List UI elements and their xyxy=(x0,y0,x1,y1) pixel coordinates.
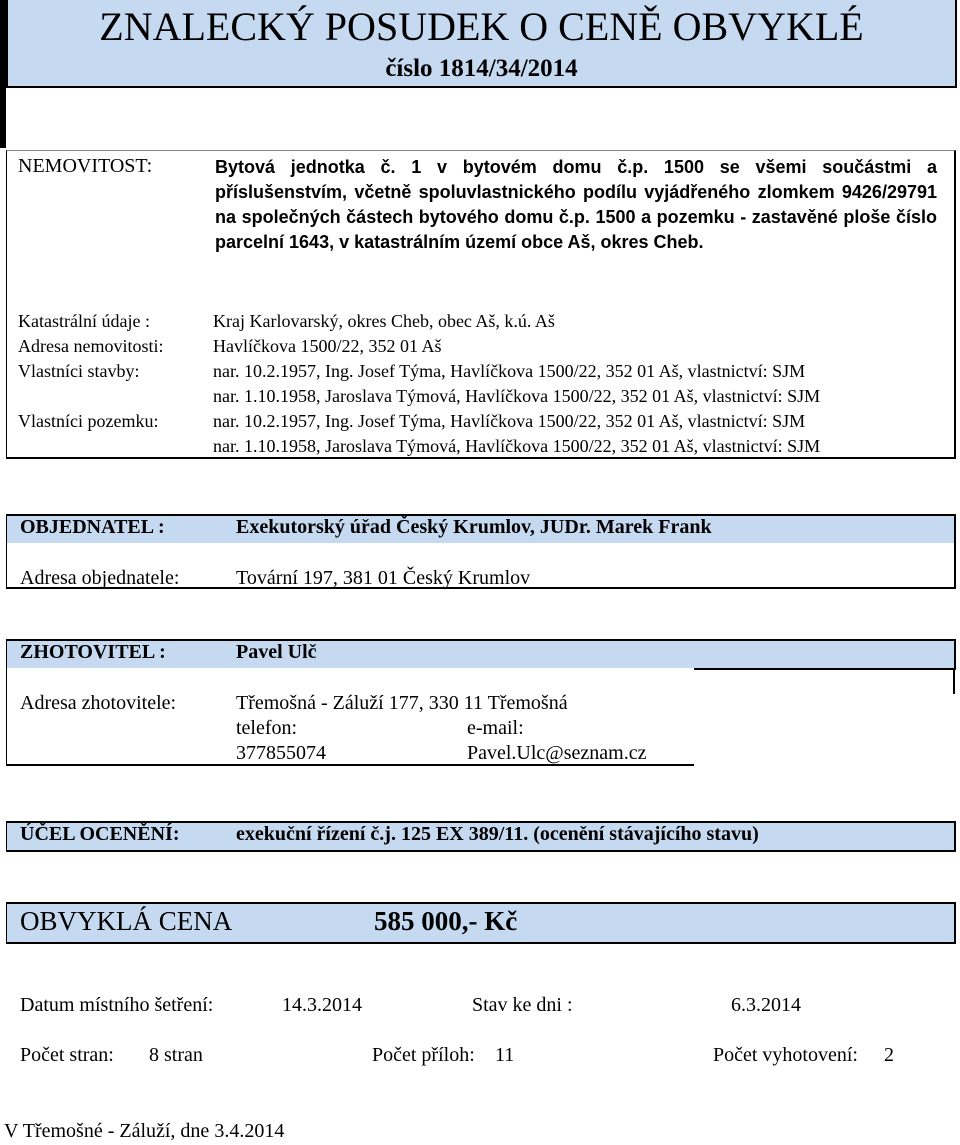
copies-value: 2 xyxy=(884,1044,894,1066)
attachments-value: 11 xyxy=(495,1044,515,1066)
building-owners-label: Vlastníci stavby: xyxy=(18,361,140,381)
attachments-label: Počet příloh: xyxy=(372,1044,475,1066)
client-address: Tovární 197, 381 01 Český Krumlov xyxy=(236,567,531,589)
client-name: Exekutorský úřad Český Krumlov, JUDr. Marek Frank xyxy=(236,516,712,538)
email-value: Pavel.Ulc@seznam.cz xyxy=(467,742,647,764)
cadastral-value: Kraj Karlovarský, okres Cheb, obec Aš, k.ú. Aš xyxy=(213,311,555,331)
purpose-value: exekuční řízení č.j. 125 EX 389/11. (ocenění stávajícího stavu) xyxy=(236,823,759,845)
price-value: 585 000,- Kč xyxy=(374,906,518,936)
land-owner-1: nar. 10.2.1957, Ing. Josef Týma, Havlíčkova 1500/22, 352 01 Aš, vlastnictví: SJM xyxy=(213,411,806,431)
property-label: NEMOVITOST: xyxy=(18,155,153,177)
inspection-date-label: Datum místního šetření: xyxy=(20,994,214,1016)
contractor-label: ZHOTOVITEL : xyxy=(20,641,166,663)
copies-label: Počet vyhotovení: xyxy=(713,1044,858,1066)
contractor-address: Třemošná - Záluží 177, 330 11 Třemošná xyxy=(236,692,568,714)
title-box xyxy=(6,0,957,88)
document-title: ZNALECKÝ POSUDEK O CENĚ OBVYKLÉ xyxy=(99,4,864,49)
state-date-label: Stav ke dni : xyxy=(472,994,573,1016)
inspection-date-value: 14.3.2014 xyxy=(282,994,362,1016)
contractor-box-right-edge xyxy=(953,668,955,694)
contractor-address-label: Adresa zhotovitele: xyxy=(20,692,177,714)
phone-value: 377855074 xyxy=(236,742,326,764)
price-label: OBVYKLÁ CENA xyxy=(20,906,233,936)
cadastral-label: Katastrální údaje : xyxy=(18,311,150,331)
email-label: e-mail: xyxy=(467,717,524,739)
contractor-name: Pavel Ulč xyxy=(236,641,317,663)
pages-label: Počet stran: xyxy=(20,1044,114,1066)
phone-label: telefon: xyxy=(236,717,298,739)
state-date-value: 6.3.2014 xyxy=(731,994,801,1016)
pages-value: 8 stran xyxy=(149,1044,203,1066)
land-owner-2: nar. 1.10.1958, Jaroslava Týmová, Havlíčkova 1500/22, 352 01 Aš, vlastnictví: SJM xyxy=(213,436,821,456)
property-description: Bytová jednotka č. 1 v bytovém domu č.p. 1500 se všemi součástmi a příslušenstvím, včetně spoluvlastnického podílu vyjádřeného zlomkem 9426/29791 na společných částech bytového domu č.p. 1500 a pozemku - zastavěné ploše číslo parcelní 1643, v katastrálním území obce Aš, okres Cheb. xyxy=(215,157,937,252)
address-label: Adresa nemovitosti: xyxy=(18,336,164,356)
purpose-label: ÚČEL OCENĚNÍ: xyxy=(20,823,180,845)
land-owners-label: Vlastníci pozemku: xyxy=(18,411,159,431)
footer-place-date: V Třemošné - Záluží, dne 3.4.2014 xyxy=(4,1120,285,1142)
address-value: Havlíčkova 1500/22, 352 01 Aš xyxy=(213,336,442,356)
client-label: OBJEDNATEL : xyxy=(20,516,165,538)
building-owner-1: nar. 10.2.1957, Ing. Josef Týma, Havlíčkova 1500/22, 352 01 Aš, vlastnictví: SJM xyxy=(213,361,806,381)
building-owner-2: nar. 1.10.1958, Jaroslava Týmová, Havlíčkova 1500/22, 352 01 Aš, vlastnictví: SJM xyxy=(213,386,821,406)
client-address-label: Adresa objednatele: xyxy=(20,567,180,589)
document-number: číslo 1814/34/2014 xyxy=(385,55,578,82)
